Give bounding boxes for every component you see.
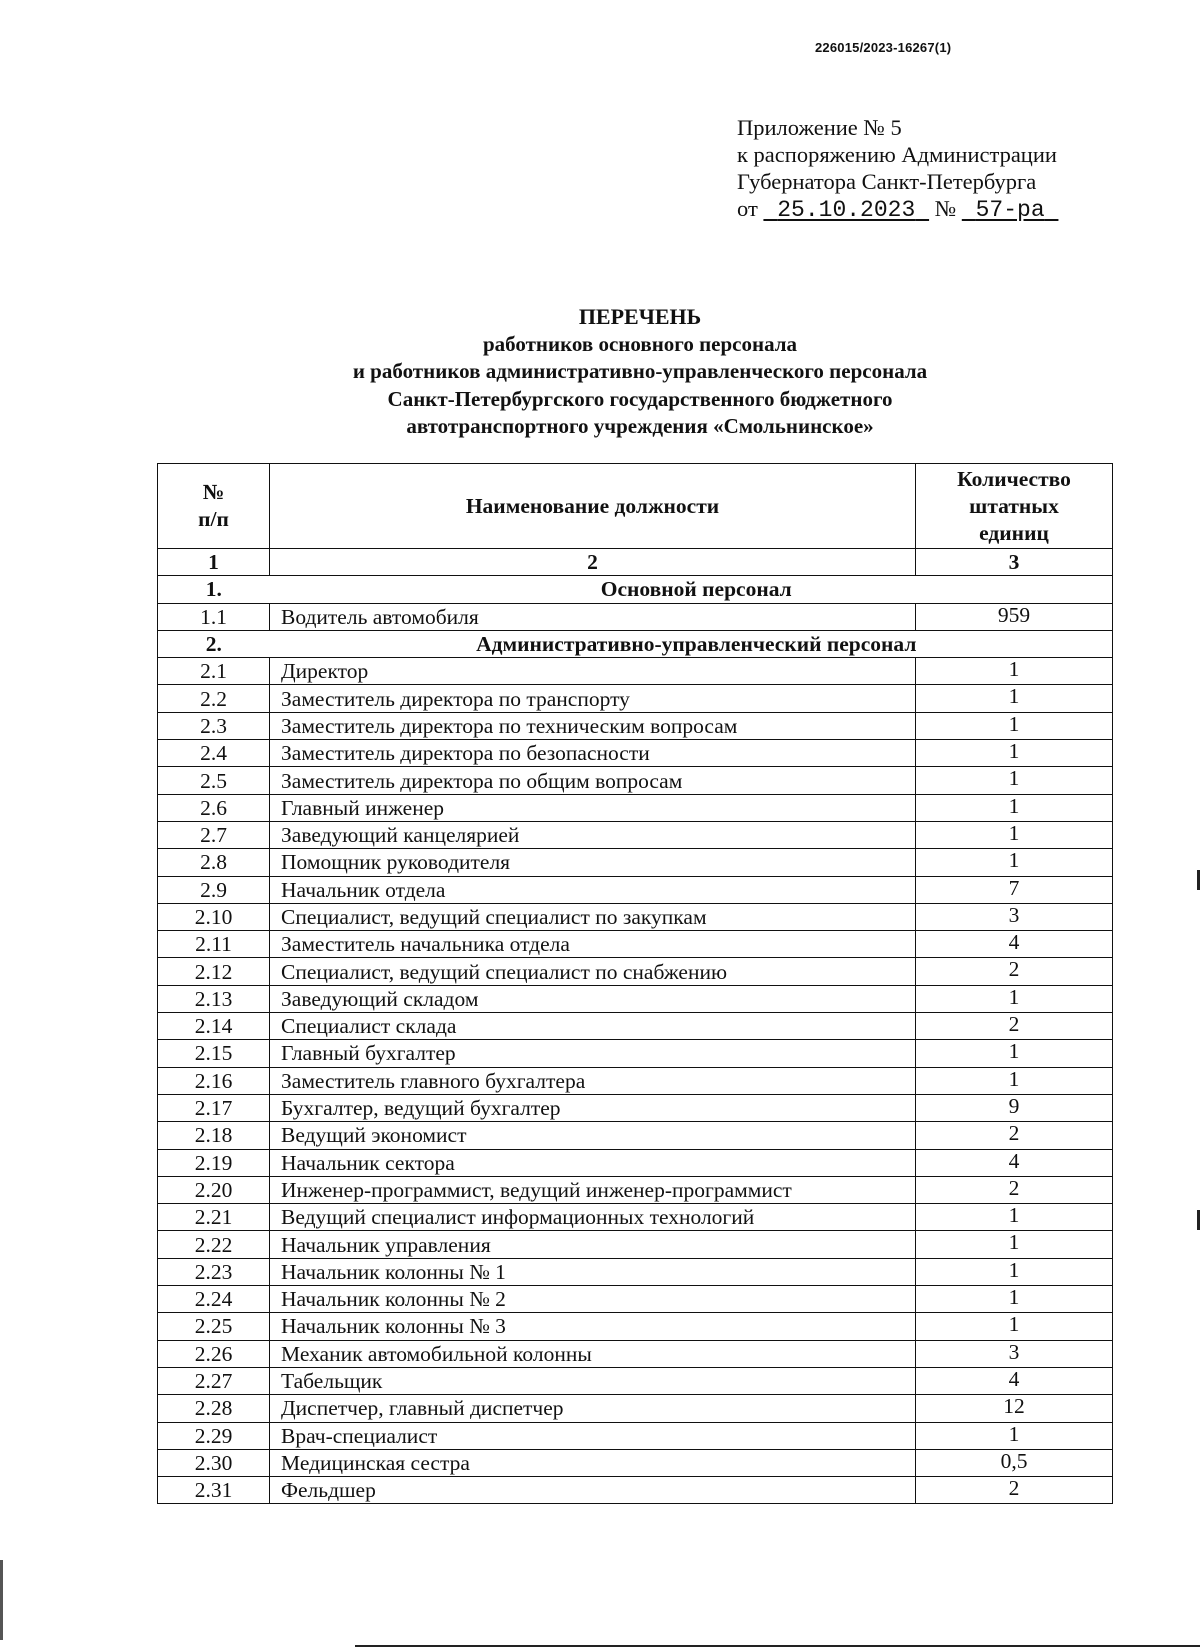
table-row [158,1258,1113,1285]
number-sign: № [934,196,957,221]
section-title: Основной персонал [270,576,1113,603]
table-row [158,1395,1113,1422]
row-quantity: 1 [916,821,1113,848]
row-position-name: Заместитель директора по техническим вопросам [270,712,916,739]
row-position-name: Табельщик [270,1367,916,1394]
row-position-name: Заведующий канцелярией [270,821,916,848]
row-number: 2.9 [158,876,270,903]
table-row [158,767,1113,794]
row-position-name: Начальник колонны № 3 [270,1313,916,1340]
appendix-line-2: к распоряжению Администрации [737,142,1057,167]
row-position-name: Специалист, ведущий специалист по закупкам [270,903,916,930]
row-quantity: 1 [916,985,1113,1012]
row-quantity: 0,5 [916,1449,1113,1476]
row-number: 2.11 [158,931,270,958]
table-row [158,1122,1113,1149]
table-row [158,658,1113,685]
row-number: 2.10 [158,903,270,930]
row-position-name: Главный инженер [270,794,916,821]
row-quantity: 3 [916,903,1113,930]
column-number: 3 [916,549,1113,576]
table-row [158,1367,1113,1394]
title-heading: ПЕРЕЧЕНЬ [578,304,702,329]
row-quantity: 2 [916,1176,1113,1203]
row-number: 1.1 [158,603,270,630]
row-number: 2.4 [158,740,270,767]
row-number: 2.30 [158,1449,270,1476]
appendix-date-line [737,195,1058,224]
row-number: 2.5 [158,767,270,794]
table-row [158,1286,1113,1313]
row-quantity: 3 [916,1340,1113,1367]
table-row [158,740,1113,767]
row-quantity: 1 [916,794,1113,821]
header-quantity: Количество штатных единиц [916,464,1113,549]
row-position-name: Заместитель главного бухгалтера [270,1067,916,1094]
row-position-name: Медицинская сестра [270,1449,916,1476]
table-row [158,794,1113,821]
row-quantity: 4 [916,931,1113,958]
row-number: 2.7 [158,821,270,848]
table-row [158,1477,1113,1504]
table-row [158,603,1113,630]
row-quantity: 4 [916,1367,1113,1394]
scan-bottom-edge [355,1645,1200,1647]
row-position-name: Заместитель директора по общим вопросам [270,767,916,794]
section-number: 2. [158,630,270,657]
table-row [158,1040,1113,1067]
row-quantity: 2 [916,1122,1113,1149]
row-quantity: 1 [916,1258,1113,1285]
row-number: 2.28 [158,1395,270,1422]
table-row [158,1067,1113,1094]
section-number: 1. [158,576,270,603]
row-position-name: Начальник отдела [270,876,916,903]
row-quantity: 1 [916,1067,1113,1094]
table-row [158,931,1113,958]
row-position-name: Специалист, ведущий специалист по снабжению [270,958,916,985]
row-position-name: Инженер-программист, ведущий инженер-программист [270,1176,916,1203]
order-date: 25.10.2023 [777,197,916,223]
row-position-name: Специалист склада [270,1013,916,1040]
row-number: 2.8 [158,849,270,876]
row-position-name: Начальник колонны № 1 [270,1258,916,1285]
title-line-1: работников основного персонала [482,331,798,356]
row-number: 2.18 [158,1122,270,1149]
row-quantity: 7 [916,876,1113,903]
row-number: 2.23 [158,1258,270,1285]
row-quantity: 1 [916,1231,1113,1258]
row-number: 2.20 [158,1176,270,1203]
row-position-name: Главный бухгалтер [270,1040,916,1067]
table-row [158,958,1113,985]
row-quantity: 2 [916,1013,1113,1040]
row-number: 2.1 [158,658,270,685]
row-quantity: 1 [916,1204,1113,1231]
row-number: 2.29 [158,1422,270,1449]
row-quantity: 2 [916,958,1113,985]
document-registration-number: 226015/2023-16267(1) [815,40,952,55]
row-position-name: Механик автомобильной колонны [270,1340,916,1367]
table-row [158,1013,1113,1040]
table-row [158,685,1113,712]
row-number: 2.26 [158,1340,270,1367]
table-row [158,1094,1113,1121]
section-title: Административно-управленческий персонал [270,630,1113,657]
title-line-3: Санкт-Петербургского государственного бюджетного [387,386,893,411]
row-position-name: Врач-специалист [270,1422,916,1449]
row-number: 2.25 [158,1313,270,1340]
row-number: 2.2 [158,685,270,712]
header-position-name: Наименование должности [270,464,916,549]
table-row [158,1313,1113,1340]
date-prefix: от [737,196,758,221]
section-row [158,576,1113,603]
row-position-name: Заместитель директора по транспорту [270,685,916,712]
row-number: 2.6 [158,794,270,821]
row-quantity: 1 [916,767,1113,794]
row-number: 2.22 [158,1231,270,1258]
row-quantity: 1 [916,740,1113,767]
staff-table-wrapper [157,463,1112,1504]
row-number: 2.16 [158,1067,270,1094]
row-quantity: 9 [916,1094,1113,1121]
appendix-block [737,114,1058,224]
title-line-4: автотранспортного учреждения «Смольнинское» [406,414,874,438]
table-row [158,1422,1113,1449]
scan-edge-mark [0,1560,3,1640]
row-position-name: Начальник сектора [270,1149,916,1176]
title-line-2: и работников административно-управленческого персонала [352,359,928,383]
table-row [158,1149,1113,1176]
section-row [158,630,1113,657]
appendix-line-1: Приложение № 5 [737,115,902,140]
row-position-name: Заведующий складом [270,985,916,1012]
row-number: 2.14 [158,1013,270,1040]
row-position-name: Заместитель директора по безопасности [270,740,916,767]
header-num: № п/п [158,464,270,549]
row-quantity: 1 [916,685,1113,712]
row-position-name: Ведущий специалист информационных технологий [270,1204,916,1231]
row-position-name: Бухгалтер, ведущий бухгалтер [270,1094,916,1121]
row-position-name: Фельдшер [270,1477,916,1504]
row-number: 2.3 [158,712,270,739]
table-row [158,1340,1113,1367]
table-row [158,1449,1113,1476]
table-row [158,849,1113,876]
row-number: 2.15 [158,1040,270,1067]
table-row [158,712,1113,739]
row-quantity: 2 [916,1477,1113,1504]
column-number: 2 [270,549,916,576]
row-quantity: 1 [916,712,1113,739]
staff-table [157,463,1113,1504]
row-position-name: Заместитель начальника отдела [270,931,916,958]
row-position-name: Ведущий экономист [270,1122,916,1149]
table-header-row [158,464,1113,549]
row-number: 2.27 [158,1367,270,1394]
table-row [158,903,1113,930]
row-position-name: Директор [270,658,916,685]
row-quantity: 12 [916,1395,1113,1422]
row-quantity: 1 [916,1040,1113,1067]
table-row [158,985,1113,1012]
row-number: 2.12 [158,958,270,985]
column-numbers-row [158,549,1113,576]
row-number: 2.24 [158,1286,270,1313]
appendix-line-3: Губернатора Санкт-Петербурга [737,169,1037,194]
table-row [158,1231,1113,1258]
row-position-name: Помощник руководителя [270,849,916,876]
row-position-name: Начальник управления [270,1231,916,1258]
row-position-name: Начальник колонны № 2 [270,1286,916,1313]
document-title [0,303,1200,441]
row-quantity: 4 [916,1149,1113,1176]
row-number: 2.21 [158,1204,270,1231]
row-position-name: Диспетчер, главный диспетчер [270,1395,916,1422]
column-number: 1 [158,549,270,576]
row-number: 2.19 [158,1149,270,1176]
table-row [158,821,1113,848]
table-row [158,876,1113,903]
row-number: 2.31 [158,1477,270,1504]
row-quantity: 1 [916,658,1113,685]
row-quantity: 959 [916,603,1113,630]
row-number: 2.17 [158,1094,270,1121]
table-row [158,1204,1113,1231]
order-number: 57-ра [975,197,1045,223]
table-row [158,1176,1113,1203]
row-quantity: 1 [916,1313,1113,1340]
row-number: 2.13 [158,985,270,1012]
row-quantity: 1 [916,1286,1113,1313]
row-position-name: Водитель автомобиля [270,603,916,630]
row-quantity: 1 [916,1422,1113,1449]
row-quantity: 1 [916,849,1113,876]
